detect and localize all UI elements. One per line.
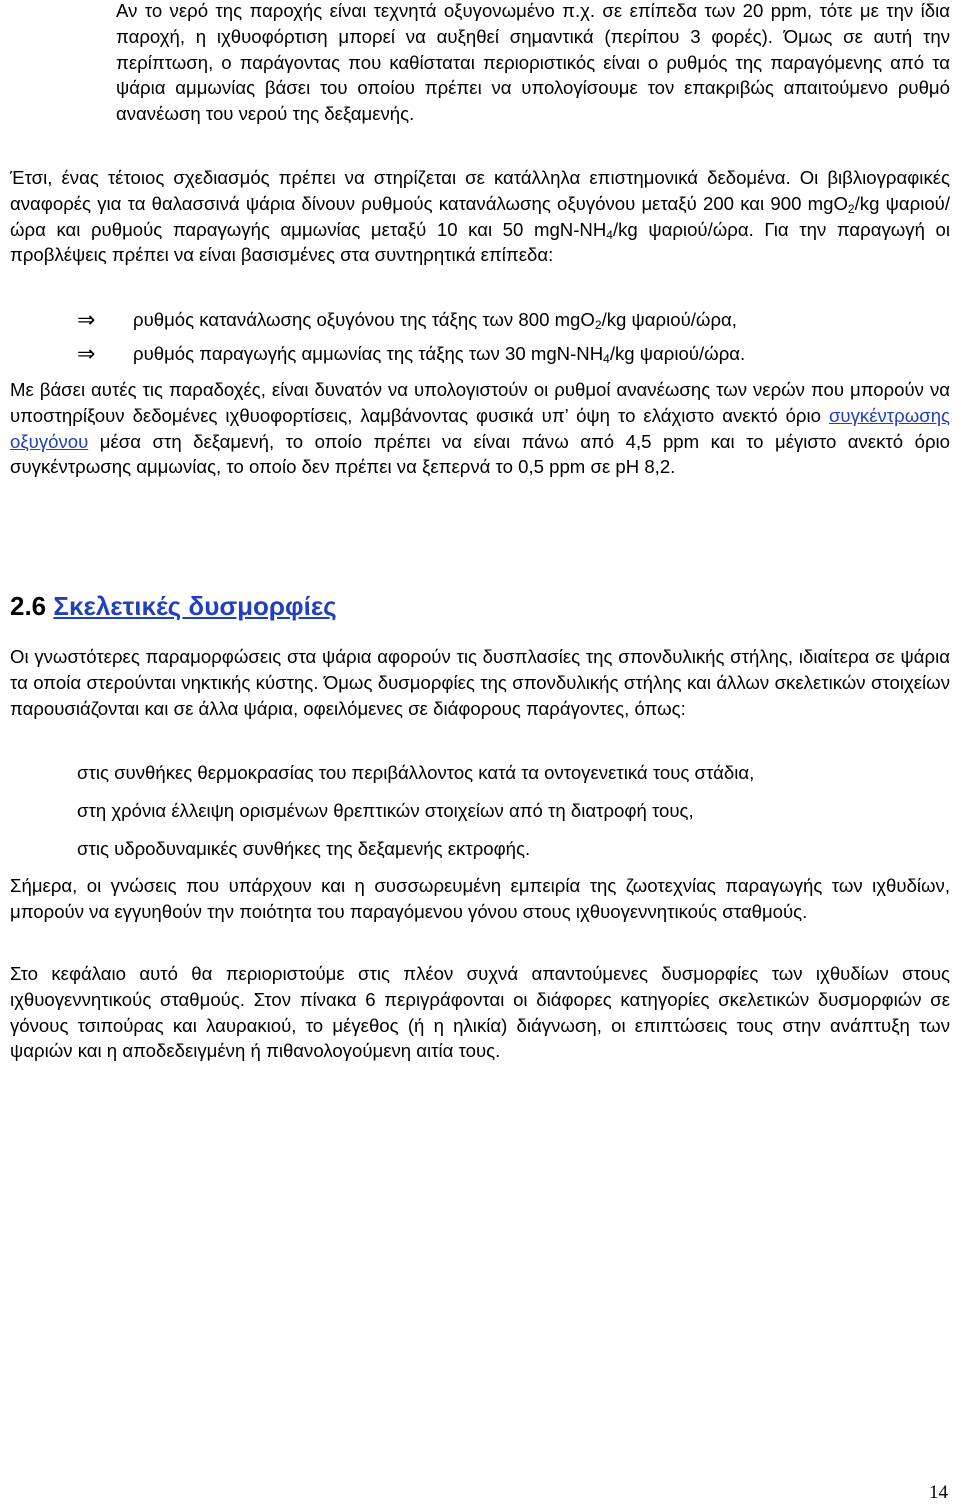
paragraph-chapter-scope: Στο κεφάλαιο αυτό θα περιοριστούμε στις πλέον συχνά απαντούμενες δυσμορφίες των ιχθυδίων στους ιχθυογεννητικούς σταθμούς. Στον πίνακα 6 περιγράφονται οι διάφορες κατηγορίες σκελετικών δυσμορφιών σε γόνους τσιπούρας και λαυρακιού, το μέγεθος (ή η ηλικία) διάγνωση, οι επιπτώσεις τους στην ανάπτυξη των ψαριών και η αποδεδειγμένη ή πιθανολογούμενη αιτία τους. [10, 963, 950, 1062]
section-number: 2.6 [10, 591, 47, 621]
bullet-ammonia-rate: ρυθμός παραγωγής αμμωνίας της τάξης των 30 mgN-$NH_4/kg$ ψαριού/ώρα. [133, 343, 746, 366]
paragraph-water-supply: Αν το νερό της παροχής είναι τεχνητά οξυγονωμένο π.χ. σε επίπεδα των 20 ppm, τότε με την ίδια παροχή, η ιχθυοφόρτιση μπορεί να αυξηθεί σημαντικά (περίπου 3 φορές). Όμως σε αυτή την περίπτωση, ο παράγοντας που καθίσταται περιοριστικός είναι ο ρυθμός της παραγόμενης από τα ψάρια αμμωνίας βάσει του οποίου πρέπει να υπολογίσουμε τον επακριβώς απαιτούμενο ρυθμό ανανέωση του νερού της δεξαμενής. [116, 0, 950, 125]
bullet-oxygen-rate: ρυθμός κατανάλωσης οξυγόνου της τάξης των 800 mgO$_2$/kg ψαριού/ώρα, [133, 309, 737, 332]
factor-item-hydrodynamics: στις υδροδυναμικές συνθήκες της δεξαμενής εκτροφής. [77, 838, 531, 859]
paragraph-scientific-data: Έτσι, ένας τέτοιος σχεδιασμός πρέπει να στηρίζεται σε κατάλληλα επιστημονικά δεδομένα. Οι βιβλιογραφικές αναφορές για τα θαλασσινά ψάρια δίνουν ρυθμούς κατανάλωσης οξυγόνου μεταξύ 200 και 900 mgO$_2$/kg ψαριού/ώρα και ρυθμούς παραγωγής αμμωνίας μεταξύ 10 και 50 mgN-$NH_4/kg$ ψαριού/ώρα. Για την παραγωγή οι προβλέψεις πρέπει να είναι βασισμένες στα συντηρητικά επίπεδα: [10, 167, 951, 266]
factor-item-temperature: στις συνθήκες θερμοκρασίας του περιβάλλοντος κατά τα οντογενετικά τους στάδια, [77, 762, 755, 783]
section-heading [10, 590, 337, 622]
paragraph-renewal-rates: Με βάσει αυτές τις παραδοχές, είναι δυνατόν να υπολογιστούν οι ρυθμοί ανανέωσης των νερών που μπορούν να υποστηρίξουν δεδομένες ιχθυοφορτίσεις, λαμβάνοντας φυσικά υπ’ όψη το ελάχιστο ανεκτό όριο συγκέντρωσης οξυγόνου μέσα στη δεξαμενή, το οποίο πρέπει να είναι πάνω από 4,5 ppm και το μέγιστο ανεκτό όριο συγκέντρωσης αμμωνίας, το οποίο δεν πρέπει να ξεπερνά το 0,5 ppm σε pH 8,2. [10, 379, 950, 478]
paragraph-deformities-intro: Οι γνωστότερες παραμορφώσεις στα ψάρια αφορούν τις δυσπλασίες της σπονδυλικής στήλης, ιδιαίτερα σε ψάρια τα οποία στερούνται νηκτικής κύστης. Όμως δυσμορφίες της σπονδυλικής στήλης και άλλων σκελετικών στοιχείων παρουσιάζονται και σε άλλα ψάρια, οφειλόμενες σε διάφορους παράγοντες, όπως: [10, 646, 950, 719]
section-title-link[interactable]: Σκελετικές δυσμορφίες [53, 591, 337, 621]
arrow-icon: ⇒ [77, 307, 96, 332]
arrow-icon: ⇒ [77, 341, 96, 366]
page-number: 14 [929, 1482, 948, 1503]
oxygen-concentration-link[interactable]: συγκέντρωσης οξυγόνου [10, 404, 950, 452]
paragraph-current-knowledge: Σήμερα, οι γνώσεις που υπάρχουν και η συσσωρευμένη εμπειρία της ζωοτεχνίας παραγωγής των ιχθυδίων, μπορούν να εγγυηθούν την ποιότητα του παραγόμενου γόνου στους ιχθυογεννητικούς σταθμούς. [10, 875, 950, 922]
factor-item-nutrition: στη χρόνια έλλειψη ορισμένων θρεπτικών στοιχείων από τη διατροφή τους, [77, 800, 694, 821]
